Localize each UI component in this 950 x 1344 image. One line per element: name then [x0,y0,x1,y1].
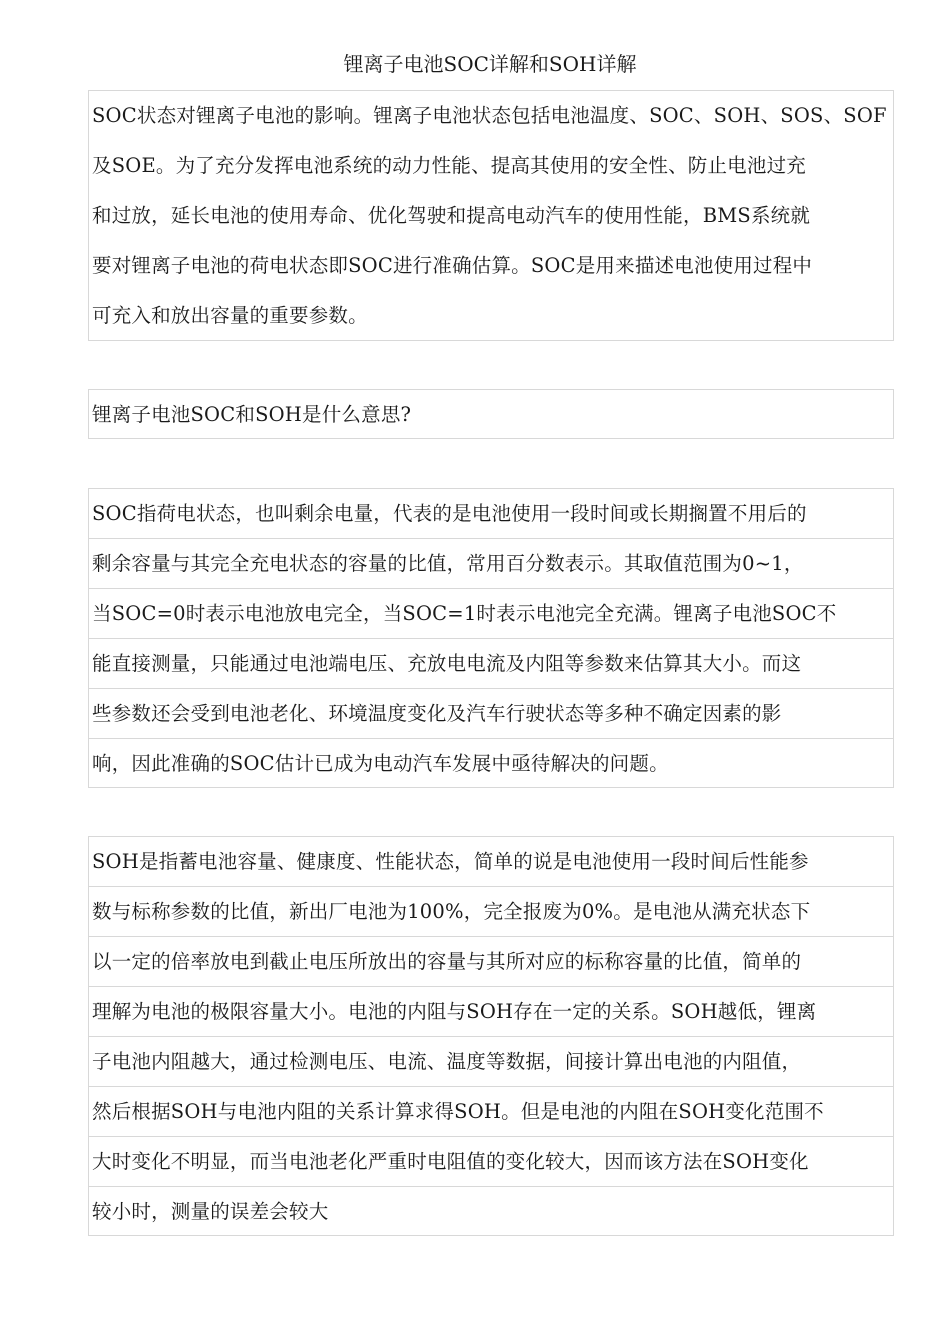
question-heading: 锂离子电池SOC和SOH是什么意思? [88,389,894,439]
paragraph-line: 子电池内阻越大，通过检测电压、电流、温度等数据，间接计算出电池的内阻值， [88,1036,894,1086]
paragraph-line: 较小时，测量的误差会较大 [88,1186,894,1236]
soh-paragraph [88,836,894,1236]
soc-paragraph [88,488,894,788]
question-heading-block [88,389,894,439]
paragraph-line: 要对锂离子电池的荷电状态即SOC进行准确估算。SOC是用来描述电池使用过程中 [88,241,894,291]
paragraph-line: 些参数还会受到电池老化、环境温度变化及汽车行驶状态等多种不确定因素的影 [88,688,894,738]
paragraph-line: 然后根据SOH与电池内阻的关系计算求得SOH。但是电池的内阻在SOH变化范围不 [88,1086,894,1136]
intro-paragraph [88,90,894,341]
paragraph-line: 可充入和放出容量的重要参数。 [88,291,894,341]
paragraph-line: 数与标称参数的比值，新出厂电池为100%，完全报废为0%。是电池从满充状态下 [88,886,894,936]
paragraph-line: SOC指荷电状态，也叫剩余电量，代表的是电池使用一段时间或长期搁置不用后的 [88,488,894,538]
paragraph-line: 及SOE。为了充分发挥电池系统的动力性能、提高其使用的安全性、防止电池过充 [88,141,894,191]
paragraph-line: 大时变化不明显，而当电池老化严重时电阻值的变化较大，因而该方法在SOH变化 [88,1136,894,1186]
paragraph-line: 能直接测量，只能通过电池端电压、充放电电流及内阻等参数来估算其大小。而这 [88,638,894,688]
paragraph-line: 响，因此准确的SOC估计已成为电动汽车发展中亟待解决的问题。 [88,738,894,788]
paragraph-line: SOC状态对锂离子电池的影响。锂离子电池状态包括电池温度、SOC、SOH、SOS、SOF [88,91,894,141]
paragraph-line: 当SOC=0时表示电池放电完全，当SOC=1时表示电池完全充满。锂离子电池SOC不 [88,588,894,638]
paragraph-line: 理解为电池的极限容量大小。电池的内阻与SOH存在一定的关系。SOH越低，锂离 [88,986,894,1036]
paragraph-line: 剩余容量与其完全充电状态的容量的比值，常用百分数表示。其取值范围为0~1， [88,538,894,588]
paragraph-line: 以一定的倍率放电到截止电压所放出的容量与其所对应的标称容量的比值，简单的 [88,936,894,986]
paragraph-line: 和过放，延长电池的使用寿命、优化驾驶和提高电动汽车的使用性能，BMS系统就 [88,191,894,241]
document-title: 锂离子电池SOC详解和SOH详解 [343,52,637,76]
paragraph-line: SOH是指蓄电池容量、健康度、性能状态，简单的说是电池使用一段时间后性能参 [88,836,894,886]
